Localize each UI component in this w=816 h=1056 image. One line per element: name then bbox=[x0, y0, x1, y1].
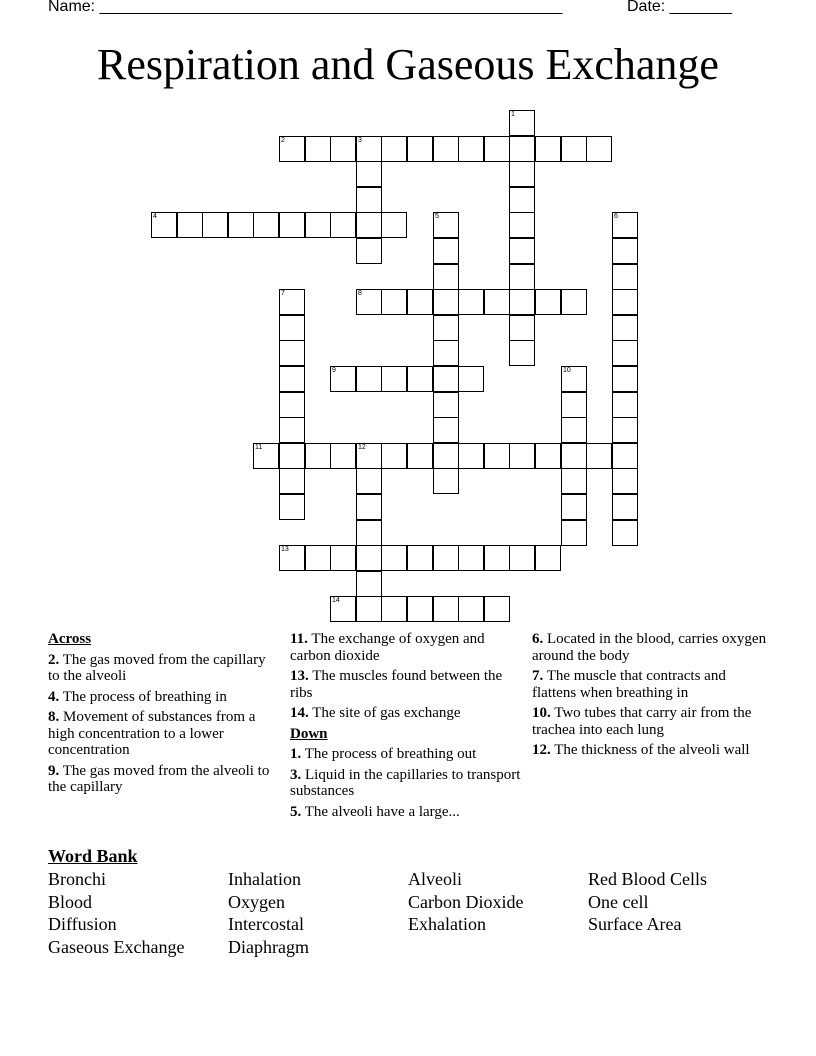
clue-number: 12. bbox=[532, 742, 551, 758]
clues-column-1 bbox=[48, 631, 278, 800]
crossword-cell[interactable] bbox=[458, 366, 484, 392]
clue-number: 8. bbox=[48, 709, 60, 725]
crossword-cell[interactable] bbox=[484, 596, 510, 622]
crossword-cell[interactable] bbox=[484, 289, 510, 315]
crossword-cell[interactable] bbox=[509, 238, 535, 264]
clue-number: 14. bbox=[290, 705, 309, 721]
clue-text: The muscle that contracts and flattens when breathing in bbox=[532, 668, 726, 701]
cell-number: 10 bbox=[563, 367, 571, 374]
crossword-cell[interactable] bbox=[330, 136, 356, 162]
crossword-cell[interactable] bbox=[509, 264, 535, 290]
cell-number: 12 bbox=[358, 444, 366, 451]
crossword-cell[interactable] bbox=[279, 315, 305, 341]
crossword-cell[interactable] bbox=[202, 212, 228, 238]
crossword-cell[interactable] bbox=[509, 340, 535, 366]
crossword-cell[interactable] bbox=[561, 468, 587, 494]
word-bank-item: Inhalation bbox=[228, 869, 301, 889]
crossword-cell[interactable] bbox=[381, 443, 407, 469]
clue-number: 10. bbox=[532, 705, 551, 721]
crossword-cell[interactable] bbox=[458, 596, 484, 622]
crossword-cell[interactable] bbox=[279, 545, 305, 571]
cell-number: 9 bbox=[332, 367, 336, 374]
clue-text: The thickness of the alveoli wall bbox=[554, 742, 750, 758]
crossword-cell[interactable] bbox=[381, 596, 407, 622]
crossword-cell[interactable] bbox=[279, 212, 305, 238]
word-bank-column-2 bbox=[228, 868, 309, 958]
crossword-cell[interactable] bbox=[484, 136, 510, 162]
crossword-cell[interactable] bbox=[433, 136, 459, 162]
crossword-cell[interactable] bbox=[433, 340, 459, 366]
word-bank-item: Red Blood Cells bbox=[588, 869, 708, 889]
clue-text: The gas moved from the alveoli to the capillary bbox=[48, 762, 270, 795]
crossword-cell[interactable] bbox=[356, 520, 382, 546]
crossword-cell[interactable] bbox=[612, 392, 638, 418]
crossword-cell[interactable] bbox=[381, 366, 407, 392]
clue-text: The gas moved from the capillary to the alveoli bbox=[48, 651, 266, 684]
down-heading: Down bbox=[290, 725, 328, 742]
word-bank-column-4 bbox=[588, 868, 707, 936]
cell-number: 7 bbox=[281, 290, 285, 297]
crossword-cell[interactable] bbox=[305, 136, 331, 162]
word-bank-item: Bronchi bbox=[48, 869, 106, 889]
crossword-cell[interactable] bbox=[381, 545, 407, 571]
page-title: Respiration and Gaseous Exchange bbox=[97, 40, 719, 89]
across-heading: Across bbox=[48, 631, 92, 647]
crossword-cell[interactable] bbox=[484, 443, 510, 469]
clue-text: The process of breathing out bbox=[304, 746, 477, 762]
date-field-label: Date: _______ bbox=[627, 0, 732, 15]
crossword-cell[interactable] bbox=[356, 596, 382, 622]
clue-number: 6. bbox=[532, 631, 544, 647]
crossword-cell[interactable] bbox=[484, 545, 510, 571]
clue-down-12 bbox=[532, 742, 772, 759]
crossword-cell[interactable] bbox=[279, 136, 305, 162]
word-bank-item: One cell bbox=[588, 891, 649, 912]
clue-down-5 bbox=[290, 804, 522, 821]
cell-number: 6 bbox=[614, 213, 618, 220]
crossword-cell[interactable] bbox=[407, 443, 433, 469]
word-bank-item: Gaseous Exchange bbox=[48, 936, 185, 957]
clue-across-8 bbox=[48, 709, 278, 759]
crossword-cell[interactable] bbox=[586, 443, 612, 469]
crossword-cell[interactable] bbox=[253, 443, 279, 469]
crossword-cell[interactable] bbox=[458, 289, 484, 315]
crossword-cell[interactable] bbox=[433, 468, 459, 494]
clue-number: 11. bbox=[290, 631, 308, 647]
word-bank-item: Blood bbox=[48, 891, 93, 912]
crossword-cell[interactable] bbox=[305, 212, 331, 238]
clues-column-3 bbox=[532, 631, 772, 763]
clue-number: 3. bbox=[290, 766, 302, 783]
clue-number: 4. bbox=[48, 688, 60, 705]
clue-across-2 bbox=[48, 652, 278, 685]
crossword-cell[interactable] bbox=[253, 212, 279, 238]
crossword-cell[interactable] bbox=[561, 366, 587, 392]
crossword-cell[interactable] bbox=[356, 161, 382, 187]
crossword-cell[interactable] bbox=[612, 238, 638, 264]
crossword-cell[interactable] bbox=[356, 187, 382, 213]
cell-number: 13 bbox=[281, 546, 289, 553]
cell-number: 5 bbox=[435, 213, 439, 220]
clue-text: Two tubes that carry air from the trachea into each lung bbox=[532, 705, 752, 738]
cell-number: 2 bbox=[281, 137, 285, 144]
crossword-cell[interactable] bbox=[612, 494, 638, 520]
cell-number: 4 bbox=[153, 213, 157, 220]
crossword-cell[interactable] bbox=[612, 315, 638, 341]
cell-number: 14 bbox=[332, 597, 340, 604]
clue-text: The muscles found between the ribs bbox=[290, 668, 503, 701]
crossword-cell[interactable] bbox=[356, 571, 382, 597]
crossword-cell[interactable] bbox=[433, 545, 459, 571]
crossword-cell[interactable] bbox=[407, 136, 433, 162]
crossword-cell[interactable] bbox=[561, 289, 587, 315]
crossword-cell[interactable] bbox=[330, 443, 356, 469]
clue-down-3 bbox=[290, 767, 522, 800]
clue-text: The exchange of oxygen and carbon dioxide bbox=[290, 631, 485, 664]
clue-across-9 bbox=[48, 763, 278, 796]
crossword-cell[interactable] bbox=[535, 545, 561, 571]
crossword-cell[interactable] bbox=[561, 136, 587, 162]
clue-number: 5. bbox=[290, 803, 302, 820]
crossword-cell[interactable] bbox=[407, 289, 433, 315]
crossword-cell[interactable] bbox=[612, 212, 638, 238]
cell-number: 1 bbox=[511, 111, 515, 118]
crossword-cell[interactable] bbox=[509, 545, 535, 571]
crossword-cell[interactable] bbox=[356, 494, 382, 520]
word-bank-item: Oxygen bbox=[228, 891, 285, 912]
crossword-cell[interactable] bbox=[279, 289, 305, 315]
cell-number: 3 bbox=[358, 137, 362, 144]
crossword-cell[interactable] bbox=[279, 340, 305, 366]
crossword-cell[interactable] bbox=[330, 366, 356, 392]
crossword-cell[interactable] bbox=[612, 340, 638, 366]
crossword-cell[interactable] bbox=[356, 238, 382, 264]
crossword-cell[interactable] bbox=[509, 161, 535, 187]
cell-number: 8 bbox=[358, 290, 362, 297]
crossword-cell[interactable] bbox=[177, 212, 203, 238]
crossword-cell[interactable] bbox=[381, 136, 407, 162]
crossword-cell[interactable] bbox=[458, 136, 484, 162]
clue-down-10 bbox=[532, 705, 772, 738]
crossword-cell[interactable] bbox=[612, 520, 638, 546]
crossword-cell[interactable] bbox=[433, 366, 459, 392]
word-bank-column-3 bbox=[408, 868, 523, 936]
crossword-cell[interactable] bbox=[612, 443, 638, 469]
crossword-cell[interactable] bbox=[612, 417, 638, 443]
word-bank-item: Alveoli bbox=[408, 869, 462, 889]
clue-text: Movement of substances from a high concentration to a lower concentration bbox=[48, 709, 256, 758]
crossword-cell[interactable] bbox=[433, 596, 459, 622]
crossword-cell[interactable] bbox=[356, 443, 382, 469]
crossword-cell[interactable] bbox=[509, 212, 535, 238]
crossword-cell[interactable] bbox=[535, 136, 561, 162]
crossword-cell[interactable] bbox=[305, 443, 331, 469]
clue-number: 13. bbox=[290, 668, 309, 684]
crossword-cell[interactable] bbox=[433, 212, 459, 238]
crossword-cell[interactable] bbox=[279, 417, 305, 443]
clue-text: The process of breathing in bbox=[62, 688, 227, 705]
crossword-cell[interactable] bbox=[305, 545, 331, 571]
crossword-cell[interactable] bbox=[330, 212, 356, 238]
clue-number: 9. bbox=[48, 762, 60, 779]
clue-text: The alveoli have a large... bbox=[304, 803, 460, 820]
word-bank-item: Intercostal bbox=[228, 914, 304, 935]
crossword-cell[interactable] bbox=[509, 136, 535, 162]
crossword-cell[interactable] bbox=[509, 315, 535, 341]
crossword-cell[interactable] bbox=[561, 520, 587, 546]
crossword-cell[interactable] bbox=[356, 136, 382, 162]
crossword-cell[interactable] bbox=[612, 468, 638, 494]
crossword-cell[interactable] bbox=[151, 212, 177, 238]
crossword-cell[interactable] bbox=[356, 545, 382, 571]
crossword-cell[interactable] bbox=[561, 494, 587, 520]
clue-down-6 bbox=[532, 631, 772, 664]
crossword-cell[interactable] bbox=[279, 494, 305, 520]
crossword-cell[interactable] bbox=[228, 212, 254, 238]
crossword-cell[interactable] bbox=[356, 366, 382, 392]
word-bank-item: Diaphragm bbox=[228, 936, 309, 957]
crossword-cell[interactable] bbox=[586, 136, 612, 162]
crossword-cell[interactable] bbox=[407, 596, 433, 622]
crossword-cell[interactable] bbox=[433, 417, 459, 443]
word-bank-item: Carbon Dioxide bbox=[408, 891, 524, 912]
crossword-cell[interactable] bbox=[509, 443, 535, 469]
crossword-cell[interactable] bbox=[458, 545, 484, 571]
crossword-cell[interactable] bbox=[433, 443, 459, 469]
clue-across-4 bbox=[48, 689, 278, 706]
crossword-cell[interactable] bbox=[561, 443, 587, 469]
crossword-cell[interactable] bbox=[433, 264, 459, 290]
word-bank-item: Surface Area bbox=[588, 914, 682, 935]
crossword-cell[interactable] bbox=[612, 366, 638, 392]
crossword-cell[interactable] bbox=[612, 289, 638, 315]
crossword-cell[interactable] bbox=[279, 366, 305, 392]
crossword-cell[interactable] bbox=[535, 289, 561, 315]
crossword-cell[interactable] bbox=[356, 212, 382, 238]
word-bank-heading: Word Bank bbox=[48, 846, 138, 866]
word-bank-item: Exhalation bbox=[408, 914, 486, 935]
crossword-cell[interactable] bbox=[433, 289, 459, 315]
crossword-cell[interactable] bbox=[535, 443, 561, 469]
crossword-cell[interactable] bbox=[407, 366, 433, 392]
crossword-cell[interactable] bbox=[458, 443, 484, 469]
crossword-cell[interactable] bbox=[407, 545, 433, 571]
crossword-cell[interactable] bbox=[330, 545, 356, 571]
crossword-cell[interactable] bbox=[509, 110, 535, 136]
crossword-cell[interactable] bbox=[381, 212, 407, 238]
clue-text: The site of gas exchange bbox=[312, 705, 461, 721]
crossword-cell[interactable] bbox=[279, 392, 305, 418]
clue-across-11 bbox=[290, 631, 522, 664]
crossword-cell[interactable] bbox=[612, 264, 638, 290]
crossword-cell[interactable] bbox=[433, 238, 459, 264]
crossword-cell[interactable] bbox=[561, 392, 587, 418]
crossword-cell[interactable] bbox=[433, 392, 459, 418]
clues-column-2 bbox=[290, 631, 522, 824]
word-bank-column-1 bbox=[48, 868, 184, 958]
crossword-cell[interactable] bbox=[509, 289, 535, 315]
clue-number: 7. bbox=[532, 668, 544, 684]
clue-across-13 bbox=[290, 668, 522, 701]
crossword-cell[interactable] bbox=[356, 289, 382, 315]
crossword-cell[interactable] bbox=[330, 596, 356, 622]
crossword-cell[interactable] bbox=[279, 468, 305, 494]
clue-number: 1. bbox=[290, 746, 302, 762]
cell-number: 11 bbox=[255, 444, 263, 451]
crossword-cell[interactable] bbox=[433, 315, 459, 341]
crossword-cell[interactable] bbox=[356, 468, 382, 494]
clue-text: Located in the blood, carries oxygen around the body bbox=[532, 631, 767, 664]
name-field-label: Name: ____________________________________________________ bbox=[48, 0, 563, 15]
crossword-cell[interactable] bbox=[381, 289, 407, 315]
word-bank-item: Diffusion bbox=[48, 914, 117, 935]
clue-across-14 bbox=[290, 705, 522, 722]
clue-down-1 bbox=[290, 746, 522, 763]
clue-down-7 bbox=[532, 668, 772, 701]
crossword-cell[interactable] bbox=[279, 443, 305, 469]
crossword-cell[interactable] bbox=[509, 187, 535, 213]
crossword-cell[interactable] bbox=[561, 417, 587, 443]
clue-text: Liquid in the capillaries to transport substances bbox=[290, 766, 521, 799]
clue-number: 2. bbox=[48, 651, 60, 668]
